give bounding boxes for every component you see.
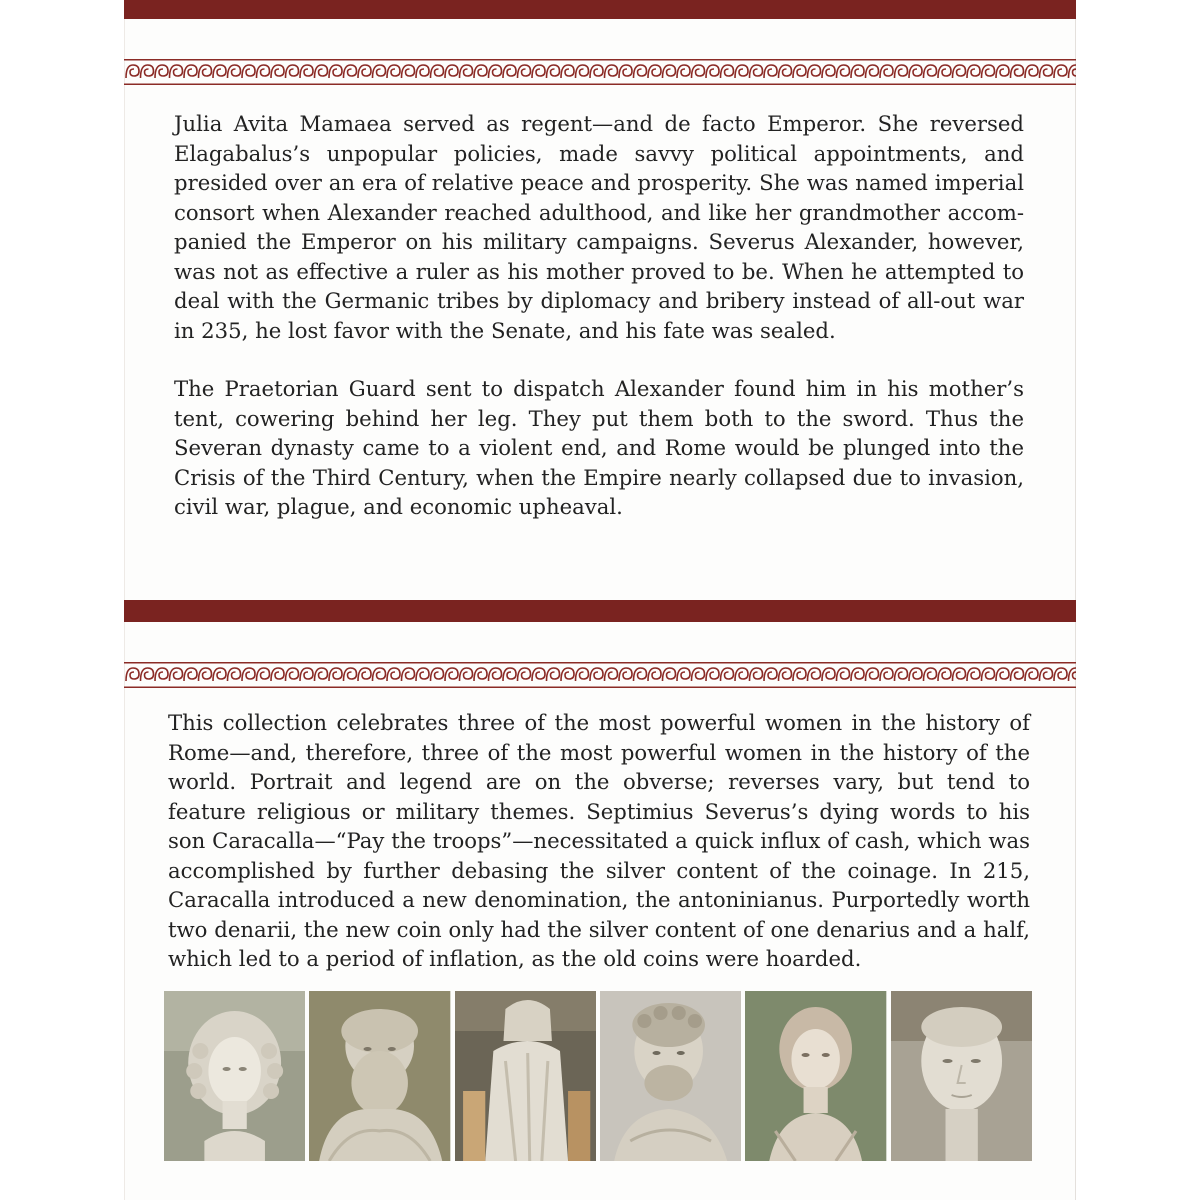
top-paragraph-1: Julia Avita Mamaea served as regent—and de facto Emperor. She reversed Elagabalus’s unpopular policies, made savvy political appointments, and presided over an era of relative peace and prosperity. She was named imperial consort when Alexander reached adulthood, and like her grandmother accom-panied the Emperor on his military campaigns. Severus Alexander, however, was not as effective a ruler as his mother proved to be. When he attempted to deal with the Germanic tribes by diplomacy and bribery instead of all-out war in 235, he lost favor with the Senate, and his fate was sealed. (174, 111, 1024, 343)
top-accent-bar (124, 0, 1076, 19)
bottom-text-block (168, 708, 1030, 974)
portrait-1 (164, 991, 305, 1161)
bottom-meander-border (124, 662, 1076, 688)
portrait-3 (455, 991, 596, 1161)
portrait-4 (600, 991, 741, 1161)
marble-statue-standing-woman-icon (455, 991, 596, 1161)
portrait-6 (891, 991, 1032, 1161)
marble-bust-woman-icon (745, 991, 886, 1161)
marble-bust-bearded-man-icon (309, 991, 450, 1161)
marble-bust-woman-curled-hair-icon (164, 991, 305, 1161)
portrait-strip (164, 991, 1032, 1161)
top-paragraph-2: The Praetorian Guard sent to dispatch Alexander found him in his mother’s tent, cowering behind her leg. They put them both to the sword. Thus the Severan dynasty came to a violent end, and Rome would be plunged into the Crisis of the Third Century, when the Empire nearly collapsed due to invasion, civil war, plague, and economic upheaval. (174, 376, 1024, 519)
portrait-2 (309, 991, 450, 1161)
marble-bust-curly-man-icon (600, 991, 741, 1161)
bottom-paragraph-1: This collection celebrates three of the most powerful women in the history of Rome—and, therefore, three of the most powerful women in the history of the world. Portrait and legend are on the obverse; reverses vary, but tend to feature religious or military themes. Septimius Severus’s dying words to his son Caracalla—“Pay the troops”—necessitated a quick influx of cash, which was accomplished by further debasing the silver content of the coinage. In 215, Caracalla introduced a new denomination, the antoninianus. Purportedly worth two denarii, the new coin only had the silver content of one denarius and a half, which led to a period of inflation, as the old coins were hoarded. (168, 710, 1030, 971)
portrait-5 (745, 991, 886, 1161)
marble-head-young-man-icon (891, 991, 1032, 1161)
top-meander-border (124, 59, 1076, 85)
bottom-accent-bar (124, 600, 1076, 622)
top-page-panel (124, 0, 1076, 600)
bottom-page-panel (124, 600, 1076, 1200)
top-text-block (174, 109, 1024, 522)
